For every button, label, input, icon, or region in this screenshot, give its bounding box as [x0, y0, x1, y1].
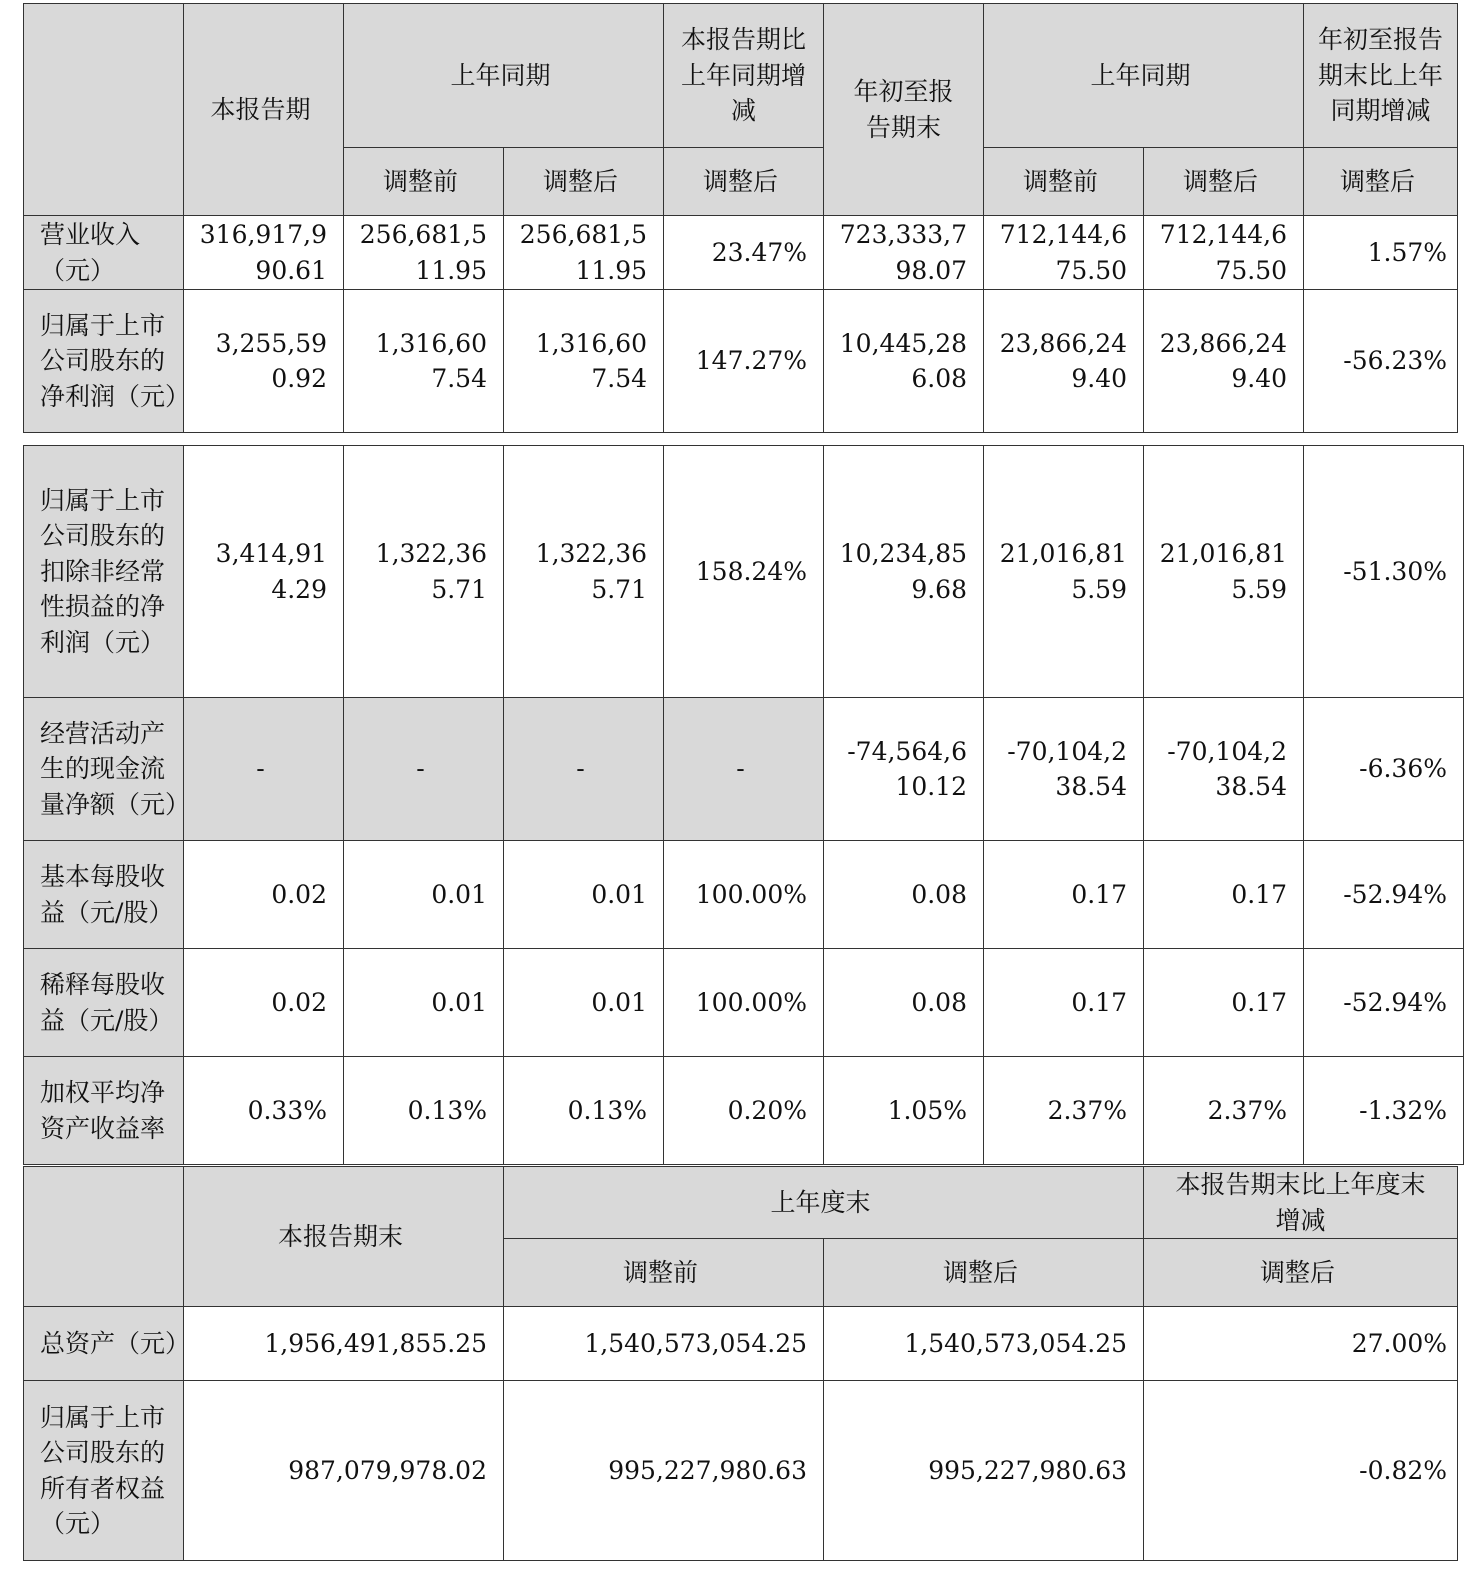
value-cell: 712,144,675.50: [1144, 216, 1304, 290]
value-cell: -: [344, 698, 504, 841]
value-cell: 712,144,675.50: [984, 216, 1144, 290]
value-cell: -70,104,238.54: [1144, 698, 1304, 841]
header-last-year-end: 上年度末: [504, 1167, 1144, 1239]
row-label: 经营活动产生的现金流量净额（元）: [24, 698, 184, 841]
value-cell: 10,445,286.08: [824, 290, 984, 433]
table-row: [24, 1057, 1464, 1165]
value-cell: 1,540,573,054.25: [824, 1307, 1144, 1381]
table-row: [24, 698, 1464, 841]
value-cell: 0.13%: [504, 1057, 664, 1165]
header-ytd-change-after-adjust: 调整后: [1304, 148, 1458, 216]
value-cell: 27.00%: [1144, 1307, 1458, 1381]
value-cell: 2.37%: [984, 1057, 1144, 1165]
header-after-adjust: 调整后: [824, 1239, 1144, 1307]
table-row: [24, 1307, 1458, 1381]
value-cell: 21,016,815.59: [1144, 446, 1304, 698]
row-label: 总资产（元）: [24, 1307, 184, 1381]
value-cell: 987,079,978.02: [184, 1381, 504, 1561]
value-cell: 0.17: [1144, 841, 1304, 949]
value-cell: 0.33%: [184, 1057, 344, 1165]
value-cell: 2.37%: [1144, 1057, 1304, 1165]
corner-header-cell: [24, 4, 184, 216]
header-ytd: 年初至报告期末: [824, 4, 984, 216]
value-cell: -52.94%: [1304, 841, 1464, 949]
header-period-end: 本报告期末: [184, 1167, 504, 1307]
value-cell: 21,016,815.59: [984, 446, 1144, 698]
value-cell: 0.17: [984, 949, 1144, 1057]
value-cell: 1,316,607.54: [504, 290, 664, 433]
value-cell: 100.00%: [664, 841, 824, 949]
header-after-adjust: 调整后: [504, 148, 664, 216]
row-label: 加权平均净资产收益率: [24, 1057, 184, 1165]
value-cell: 0.01: [504, 949, 664, 1057]
table-row: [24, 949, 1464, 1057]
value-cell: 10,234,859.68: [824, 446, 984, 698]
value-cell: 0.20%: [664, 1057, 824, 1165]
value-cell: 995,227,980.63: [824, 1381, 1144, 1561]
row-label: 归属于上市公司股东的净利润（元）: [24, 290, 184, 433]
value-cell: 256,681,511.95: [344, 216, 504, 290]
table-row: [24, 841, 1464, 949]
row-label: 稀释每股收益（元/股）: [24, 949, 184, 1057]
value-cell: 0.01: [504, 841, 664, 949]
balance-table: [23, 1166, 1458, 1561]
value-cell: 1,322,365.71: [344, 446, 504, 698]
row-label: 营业收入（元）: [24, 216, 184, 290]
header-ytd-change: 年初至报告期末比上年同期增减: [1304, 4, 1458, 148]
header-same-period-last-year-ytd: 上年同期: [984, 4, 1304, 148]
value-cell: -74,564,610.12: [824, 698, 984, 841]
value-cell: 723,333,798.07: [824, 216, 984, 290]
value-cell: 0.02: [184, 841, 344, 949]
corner-header-cell: [24, 1167, 184, 1307]
value-cell: 147.27%: [664, 290, 824, 433]
table-row: [24, 290, 1458, 433]
header-change-vs-last-year-end: 本报告期末比上年度末增减: [1144, 1167, 1458, 1239]
value-cell: -70,104,238.54: [984, 698, 1144, 841]
value-cell: 0.01: [344, 949, 504, 1057]
value-cell: -: [504, 698, 664, 841]
value-cell: 0.01: [344, 841, 504, 949]
value-cell: -: [664, 698, 824, 841]
header-ytd-after-adjust: 调整后: [1144, 148, 1304, 216]
value-cell: 0.17: [1144, 949, 1304, 1057]
value-cell: -: [184, 698, 344, 841]
header-before-adjust: 调整前: [344, 148, 504, 216]
value-cell: 0.02: [184, 949, 344, 1057]
header-change-after-adjust: 调整后: [1144, 1239, 1458, 1307]
value-cell: 23,866,249.40: [984, 290, 1144, 433]
value-cell: 0.08: [824, 841, 984, 949]
income-table-bottom: [23, 445, 1464, 1165]
row-label: 归属于上市公司股东的所有者权益（元）: [24, 1381, 184, 1561]
value-cell: 3,255,590.92: [184, 290, 344, 433]
value-cell: 0.17: [984, 841, 1144, 949]
value-cell: 23,866,249.40: [1144, 290, 1304, 433]
value-cell: 23.47%: [664, 216, 824, 290]
value-cell: 256,681,511.95: [504, 216, 664, 290]
header-current-period: 本报告期: [184, 4, 344, 216]
value-cell: 1,956,491,855.25: [184, 1307, 504, 1381]
value-cell: -6.36%: [1304, 698, 1464, 841]
row-label: 基本每股收益（元/股）: [24, 841, 184, 949]
value-cell: -56.23%: [1304, 290, 1458, 433]
value-cell: 995,227,980.63: [504, 1381, 824, 1561]
value-cell: -0.82%: [1144, 1381, 1458, 1561]
table-row: [24, 446, 1464, 698]
value-cell: -1.32%: [1304, 1057, 1464, 1165]
header-change-vs-last-year: 本报告期比上年同期增减: [664, 4, 824, 148]
header-ytd-before-adjust: 调整前: [984, 148, 1144, 216]
header-same-period-last-year: 上年同期: [344, 4, 664, 148]
header-change-after-adjust: 调整后: [664, 148, 824, 216]
value-cell: 1,540,573,054.25: [504, 1307, 824, 1381]
row-label: 归属于上市公司股东的扣除非经常性损益的净利润（元）: [24, 446, 184, 698]
value-cell: 100.00%: [664, 949, 824, 1057]
value-cell: 1,322,365.71: [504, 446, 664, 698]
income-table-top: [23, 3, 1458, 433]
value-cell: 3,414,914.29: [184, 446, 344, 698]
value-cell: 1.05%: [824, 1057, 984, 1165]
value-cell: 158.24%: [664, 446, 824, 698]
value-cell: 0.08: [824, 949, 984, 1057]
value-cell: -52.94%: [1304, 949, 1464, 1057]
value-cell: -51.30%: [1304, 446, 1464, 698]
value-cell: 316,917,990.61: [184, 216, 344, 290]
value-cell: 1,316,607.54: [344, 290, 504, 433]
table-row: [24, 1381, 1458, 1561]
value-cell: 0.13%: [344, 1057, 504, 1165]
value-cell: 1.57%: [1304, 216, 1458, 290]
table-row: [24, 216, 1458, 290]
header-before-adjust: 调整前: [504, 1239, 824, 1307]
